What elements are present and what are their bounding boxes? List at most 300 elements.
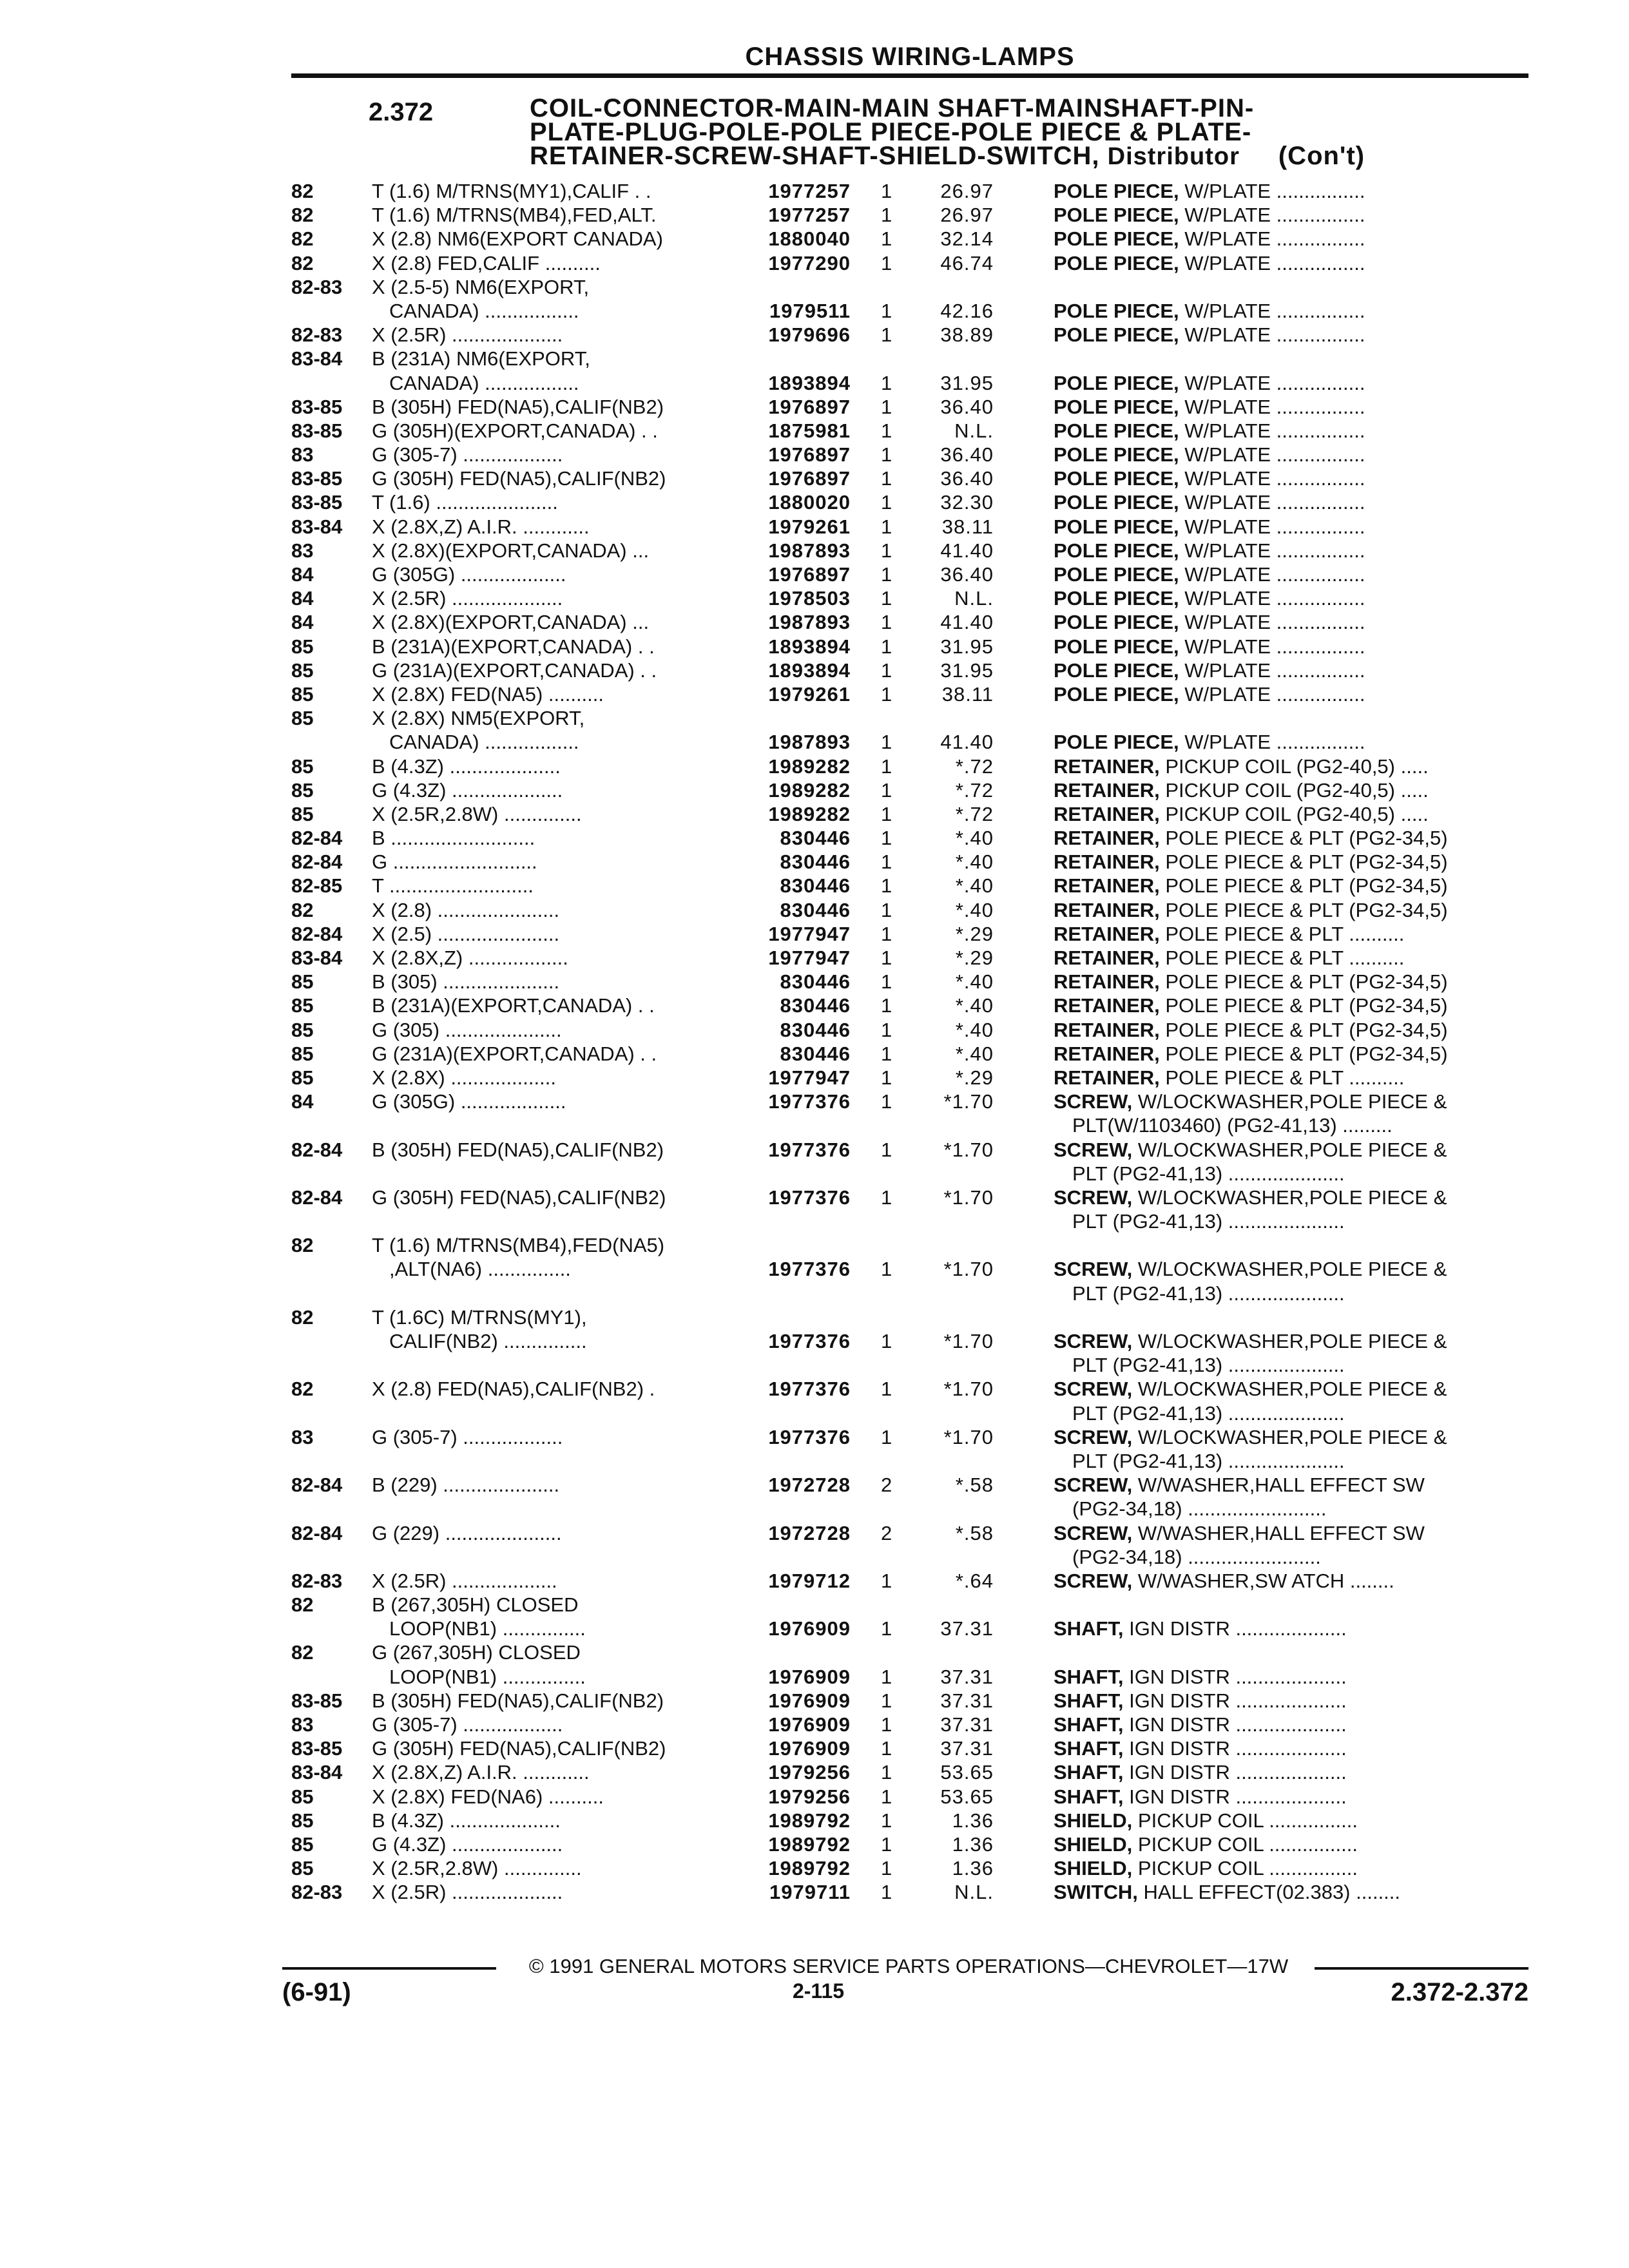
part-number: 1880020 bbox=[768, 491, 851, 514]
price: 41.40 bbox=[940, 731, 994, 754]
table-row bbox=[291, 1090, 1528, 1113]
part-name-detail: W/PLATE ................ bbox=[1179, 227, 1365, 251]
part-name-detail: W/PLATE ................ bbox=[1179, 323, 1365, 347]
part-name-head: SHIELD, bbox=[1054, 1809, 1133, 1832]
model-year: 83 bbox=[291, 1425, 314, 1448]
model-year: 85 bbox=[291, 1066, 314, 1089]
part-number: 1979711 bbox=[769, 1881, 851, 1904]
part-name-detail: W/PLATE ................ bbox=[1179, 731, 1365, 754]
price: 37.31 bbox=[940, 1737, 994, 1760]
quantity: 1 bbox=[881, 1761, 892, 1784]
footer-rule-right bbox=[1315, 1967, 1528, 1970]
part-name bbox=[1054, 371, 1530, 395]
application-description: T (1.6) ...................... bbox=[372, 491, 558, 514]
quantity: 1 bbox=[881, 611, 892, 634]
part-name bbox=[1054, 586, 1530, 610]
part-name-detail: W/LOCKWASHER,POLE PIECE & bbox=[1132, 1090, 1447, 1113]
price: *1.70 bbox=[943, 1138, 994, 1161]
price: *1.70 bbox=[943, 1258, 994, 1281]
part-name-head: RETAINER, bbox=[1054, 970, 1160, 994]
part-name-head: SCREW, bbox=[1054, 1258, 1133, 1281]
part-name bbox=[1054, 826, 1530, 850]
part-number: 1977947 bbox=[768, 947, 851, 969]
price: 38.89 bbox=[940, 323, 994, 347]
part-name-detail: PLT (PG2-41,13) ..................... bbox=[1072, 1162, 1345, 1185]
model-year: 82 bbox=[291, 251, 314, 274]
part-name bbox=[1054, 898, 1530, 922]
part-name-detail: POLE PIECE & PLT .......... bbox=[1159, 922, 1405, 945]
price: *.29 bbox=[955, 1066, 994, 1089]
table-row bbox=[291, 227, 1528, 251]
part-name-detail: W/WASHER,HALL EFFECT SW bbox=[1132, 1474, 1425, 1497]
part-name-detail: W/PLATE ................ bbox=[1179, 251, 1365, 274]
application-description: X (2.8X) FED(NA5) .......... bbox=[372, 682, 604, 706]
part-name bbox=[1072, 1449, 1549, 1473]
continued-label: (Con't) bbox=[1278, 142, 1365, 170]
table-row bbox=[291, 658, 1528, 682]
part-number: 1893894 bbox=[768, 658, 851, 682]
quantity: 1 bbox=[881, 947, 892, 969]
part-name-detail: W/LOCKWASHER,POLE PIECE & bbox=[1132, 1378, 1447, 1401]
model-year: 83-85 bbox=[291, 419, 343, 442]
application-description: T (1.6) M/TRNS(MB4),FED(NA5) bbox=[372, 1234, 665, 1257]
table-row bbox=[291, 1401, 1528, 1425]
part-name-detail: PLT (PG2-41,13) ..................... bbox=[1072, 1449, 1345, 1472]
part-number: 830446 bbox=[780, 994, 851, 1017]
part-name-head: SCREW, bbox=[1054, 1425, 1133, 1448]
application-description: X (2.8X,Z) A.I.R. ............ bbox=[372, 1761, 590, 1784]
table-row bbox=[291, 395, 1528, 419]
part-name-detail: W/PLATE ................ bbox=[1179, 491, 1365, 514]
model-year: 83 bbox=[291, 539, 314, 562]
quantity: 1 bbox=[881, 395, 892, 418]
part-name bbox=[1072, 1401, 1549, 1425]
quantity: 1 bbox=[881, 1569, 892, 1592]
part-name-detail: POLE PIECE & PLT (PG2-34,5) bbox=[1159, 827, 1448, 850]
table-row bbox=[291, 754, 1528, 778]
part-number: 830446 bbox=[780, 827, 851, 850]
table-row bbox=[291, 1809, 1528, 1832]
part-number: 830446 bbox=[780, 898, 851, 921]
part-number: 1880040 bbox=[768, 227, 851, 251]
table-row bbox=[291, 1233, 1528, 1257]
footer-copyright: © 1991 GENERAL MOTORS SERVICE PARTS OPERATIONS—CHEVROLET—17W bbox=[528, 1955, 1289, 1977]
part-name-detail: PLT (PG2-41,13) ..................... bbox=[1072, 1210, 1345, 1233]
part-number: 1989282 bbox=[768, 778, 851, 802]
price: 32.30 bbox=[940, 491, 994, 514]
part-name-detail: IGN DISTR .................... bbox=[1123, 1617, 1347, 1640]
price: 38.11 bbox=[941, 515, 994, 538]
table-row bbox=[291, 826, 1528, 850]
quantity: 2 bbox=[881, 1474, 892, 1497]
model-year: 82 bbox=[291, 898, 314, 921]
application-description: B (229) ..................... bbox=[372, 1474, 560, 1497]
part-name bbox=[1054, 419, 1530, 443]
part-name bbox=[1054, 1425, 1530, 1449]
part-name-head: SCREW, bbox=[1054, 1090, 1133, 1113]
part-name-detail: W/LOCKWASHER,POLE PIECE & bbox=[1132, 1186, 1447, 1209]
part-name-detail: (PG2-34,18) ......................... bbox=[1072, 1497, 1327, 1521]
application-description: B (4.3Z) .................... bbox=[372, 1809, 561, 1832]
part-name bbox=[1054, 994, 1530, 1017]
part-number: 1989282 bbox=[768, 802, 851, 825]
model-year: 85 bbox=[291, 635, 314, 658]
model-year: 82 bbox=[291, 227, 314, 251]
price: 41.40 bbox=[940, 539, 994, 562]
model-year: 85 bbox=[291, 1785, 314, 1808]
part-name-detail: W/PLATE ................ bbox=[1179, 180, 1365, 202]
model-year: 85 bbox=[291, 754, 314, 778]
part-name-head: SCREW, bbox=[1054, 1569, 1133, 1592]
quantity: 1 bbox=[881, 874, 892, 898]
model-year: 82-85 bbox=[291, 874, 343, 898]
part-name-detail: W/PLATE ................ bbox=[1179, 658, 1365, 682]
price: *.40 bbox=[955, 850, 994, 874]
price: *.40 bbox=[955, 898, 994, 921]
price: *1.70 bbox=[943, 1090, 994, 1113]
section-title-suffix: Distributor bbox=[1107, 143, 1240, 170]
application-description: X (2.5R,2.8W) .............. bbox=[372, 802, 582, 825]
quantity: 1 bbox=[881, 1785, 892, 1808]
model-year: 85 bbox=[291, 994, 314, 1017]
price: *1.70 bbox=[943, 1330, 994, 1352]
quantity: 1 bbox=[881, 371, 892, 394]
application-description: G (305H)(EXPORT,CANADA) . . bbox=[372, 419, 658, 442]
quantity: 1 bbox=[881, 827, 892, 850]
application-description: X (2.5-5) NM6(EXPORT, bbox=[372, 275, 590, 298]
part-number: 1976909 bbox=[768, 1689, 851, 1712]
table-row bbox=[291, 1042, 1528, 1066]
price: *1.70 bbox=[943, 1186, 994, 1209]
quantity: 1 bbox=[881, 898, 892, 921]
part-name-detail: PLT(W/1103460) (PG2-41,13) ......... bbox=[1072, 1114, 1393, 1137]
application-description: G (305-7) .................. bbox=[372, 1713, 563, 1736]
part-name bbox=[1054, 946, 1530, 970]
part-name-detail: W/PLATE ................ bbox=[1179, 515, 1365, 538]
price: *.40 bbox=[955, 874, 994, 898]
part-name bbox=[1054, 395, 1530, 419]
table-row bbox=[291, 778, 1528, 802]
part-name bbox=[1054, 323, 1530, 347]
part-name-detail: IGN DISTR .................... bbox=[1123, 1785, 1347, 1808]
price: *.72 bbox=[955, 754, 994, 778]
model-year: 82 bbox=[291, 1593, 314, 1617]
quantity: 1 bbox=[881, 802, 892, 825]
part-name-head: RETAINER, bbox=[1054, 1042, 1160, 1065]
model-year: 83 bbox=[291, 1713, 314, 1736]
price: 37.31 bbox=[940, 1689, 994, 1712]
part-number: 1989792 bbox=[768, 1857, 851, 1880]
part-name-head: SHIELD, bbox=[1054, 1857, 1133, 1880]
application-description: G (305H) FED(NA5),CALIF(NB2) bbox=[372, 1737, 666, 1760]
model-year: 82 bbox=[291, 1305, 314, 1329]
part-name-head: POLE PIECE, bbox=[1054, 251, 1179, 274]
table-row bbox=[291, 730, 1528, 754]
part-name-head: SHAFT, bbox=[1054, 1617, 1124, 1640]
price: 36.40 bbox=[940, 443, 994, 466]
model-year: 83-84 bbox=[291, 347, 343, 370]
application-description: X (2.5R) ................... bbox=[372, 1569, 557, 1592]
application-description: G (231A)(EXPORT,CANADA) . . bbox=[372, 658, 657, 682]
part-name-detail: W/WASHER,HALL EFFECT SW bbox=[1132, 1521, 1425, 1544]
part-name-detail: POLE PIECE & PLT (PG2-34,5) bbox=[1159, 994, 1448, 1017]
part-number: 1875981 bbox=[768, 419, 851, 442]
price: 46.74 bbox=[940, 251, 994, 274]
model-year: 82-84 bbox=[291, 827, 343, 850]
part-name-detail: POLE PIECE & PLT .......... bbox=[1159, 1066, 1405, 1089]
part-number: 1987893 bbox=[768, 539, 851, 562]
application-description: G .......................... bbox=[372, 850, 537, 874]
part-name bbox=[1054, 778, 1530, 802]
table-row bbox=[291, 1640, 1528, 1664]
part-name bbox=[1054, 1809, 1530, 1832]
quantity: 1 bbox=[881, 1665, 892, 1688]
part-number: 1979696 bbox=[768, 323, 851, 347]
price: *.40 bbox=[955, 827, 994, 850]
quantity: 1 bbox=[881, 180, 892, 202]
part-name-detail: POLE PIECE & PLT (PG2-34,5) bbox=[1159, 970, 1448, 994]
part-number: 1976909 bbox=[768, 1737, 851, 1760]
quantity: 1 bbox=[881, 323, 892, 347]
part-number: 1979712 bbox=[768, 1569, 851, 1592]
part-name bbox=[1054, 1329, 1530, 1353]
price: 36.40 bbox=[940, 467, 994, 490]
part-number: 1972728 bbox=[768, 1521, 851, 1544]
part-number: 1976897 bbox=[768, 443, 851, 466]
table-row bbox=[291, 1377, 1528, 1401]
part-name bbox=[1054, 970, 1530, 994]
price: *.40 bbox=[955, 970, 994, 994]
part-number: 1987893 bbox=[768, 731, 851, 754]
part-name bbox=[1054, 1785, 1530, 1809]
quantity: 1 bbox=[881, 778, 892, 802]
price: *1.70 bbox=[943, 1425, 994, 1448]
application-description: X (2.8X) ................... bbox=[372, 1066, 556, 1089]
part-number: 1977376 bbox=[768, 1378, 851, 1401]
price: 42.16 bbox=[940, 299, 994, 322]
quantity: 1 bbox=[881, 587, 892, 610]
application-description: B .......................... bbox=[372, 827, 535, 850]
application-description: X (2.5R) .................... bbox=[372, 587, 563, 610]
table-row bbox=[291, 874, 1528, 898]
part-name-head: POLE PIECE, bbox=[1054, 611, 1179, 634]
model-year: 85 bbox=[291, 1832, 314, 1856]
part-name-detail: W/PLATE ................ bbox=[1179, 539, 1365, 562]
price: 26.97 bbox=[940, 180, 994, 202]
table-row bbox=[291, 1689, 1528, 1713]
part-name-head: SCREW, bbox=[1054, 1378, 1133, 1401]
part-name-head: SHAFT, bbox=[1054, 1689, 1124, 1712]
part-name-detail: W/PLATE ................ bbox=[1179, 611, 1365, 634]
part-name-head: SCREW, bbox=[1054, 1330, 1133, 1352]
part-name-head: POLE PIECE, bbox=[1054, 635, 1179, 658]
part-name-head: POLE PIECE, bbox=[1054, 395, 1179, 418]
table-row bbox=[291, 850, 1528, 874]
table-row bbox=[291, 371, 1528, 395]
part-name-detail: PLT (PG2-41,13) ..................... bbox=[1072, 1401, 1345, 1425]
part-name bbox=[1054, 299, 1530, 323]
part-name bbox=[1072, 1162, 1549, 1186]
table-row bbox=[291, 1545, 1528, 1569]
part-name bbox=[1054, 515, 1530, 539]
part-number: 1977376 bbox=[768, 1138, 851, 1161]
application-description: ,ALT(NA6) ............... bbox=[389, 1258, 571, 1281]
table-row bbox=[291, 1880, 1528, 1904]
section-number: 2.372 bbox=[369, 98, 434, 126]
model-year: 85 bbox=[291, 658, 314, 682]
part-name bbox=[1054, 730, 1530, 754]
part-name-detail: W/PLATE ................ bbox=[1179, 204, 1365, 227]
model-year: 83-85 bbox=[291, 1737, 343, 1760]
part-name bbox=[1054, 1569, 1530, 1593]
price: N.L. bbox=[954, 1881, 994, 1904]
quantity: 1 bbox=[881, 1042, 892, 1065]
model-year: 82-84 bbox=[291, 850, 343, 874]
application-description: X (2.8X) NM5(EXPORT, bbox=[372, 707, 585, 730]
table-row bbox=[291, 706, 1528, 730]
section-title-line-3 bbox=[530, 144, 1528, 169]
table-row bbox=[291, 994, 1528, 1017]
application-description: B (231A)(EXPORT,CANADA) . . bbox=[372, 635, 655, 658]
part-name-detail: PLT (PG2-41,13) ..................... bbox=[1072, 1354, 1345, 1377]
table-row bbox=[291, 610, 1528, 634]
part-name-detail: IGN DISTR .................... bbox=[1123, 1689, 1347, 1712]
table-row bbox=[291, 1186, 1528, 1209]
table-row bbox=[291, 1257, 1528, 1281]
table-row bbox=[291, 1113, 1528, 1137]
part-name-head: RETAINER, bbox=[1054, 778, 1160, 802]
quantity: 1 bbox=[881, 970, 892, 994]
table-row bbox=[291, 1138, 1528, 1162]
part-number: 1979261 bbox=[768, 682, 851, 706]
model-year: 84 bbox=[291, 611, 314, 634]
part-name bbox=[1054, 1257, 1530, 1281]
part-name-detail: POLE PIECE & PLT (PG2-34,5) bbox=[1159, 898, 1448, 921]
application-description: G (305-7) .................. bbox=[372, 1425, 563, 1448]
price: 53.65 bbox=[940, 1761, 994, 1784]
model-year: 82-83 bbox=[291, 1569, 343, 1592]
quantity: 1 bbox=[881, 299, 892, 322]
part-name bbox=[1054, 179, 1530, 203]
price: *.29 bbox=[955, 922, 994, 945]
quantity: 1 bbox=[881, 1881, 892, 1904]
part-name bbox=[1054, 1856, 1530, 1880]
application-description: X (2.5R,2.8W) .............. bbox=[372, 1857, 582, 1880]
quantity: 1 bbox=[881, 1090, 892, 1113]
table-row bbox=[291, 203, 1528, 227]
footer-date: (6-91) bbox=[282, 1978, 351, 2006]
price: *.29 bbox=[955, 947, 994, 969]
price: 36.40 bbox=[940, 395, 994, 418]
part-name bbox=[1054, 443, 1530, 466]
application-description: CALIF(NB2) ............... bbox=[389, 1330, 587, 1352]
part-name-detail: (PG2-34,18) ........................ bbox=[1072, 1545, 1321, 1568]
application-description: B (231A)(EXPORT,CANADA) . . bbox=[372, 994, 655, 1017]
part-name-detail: W/PLATE ................ bbox=[1179, 563, 1365, 586]
part-name bbox=[1072, 1545, 1549, 1569]
model-year: 82-84 bbox=[291, 922, 343, 945]
part-name bbox=[1054, 1473, 1530, 1497]
part-name bbox=[1054, 466, 1530, 490]
table-row bbox=[291, 419, 1528, 443]
part-name-head: RETAINER, bbox=[1054, 802, 1160, 825]
part-number: 1979261 bbox=[768, 515, 851, 538]
quantity: 1 bbox=[881, 682, 892, 706]
application-description: G (305G) ................... bbox=[372, 1090, 566, 1113]
price: *.40 bbox=[955, 1042, 994, 1065]
part-name-head: RETAINER, bbox=[1054, 994, 1160, 1017]
model-year: 84 bbox=[291, 587, 314, 610]
part-name-detail: HALL EFFECT(02.383) ........ bbox=[1137, 1881, 1401, 1904]
application-description: X (2.8) FED,CALIF .......... bbox=[372, 251, 601, 274]
model-year: 82 bbox=[291, 180, 314, 202]
part-name-detail: W/PLATE ................ bbox=[1179, 419, 1365, 442]
table-row bbox=[291, 1162, 1528, 1186]
table-row bbox=[291, 802, 1528, 826]
table-row bbox=[291, 1593, 1528, 1617]
quantity: 1 bbox=[881, 1617, 892, 1640]
price: 31.95 bbox=[940, 635, 994, 658]
application-description: B (305H) FED(NA5),CALIF(NB2) bbox=[372, 1689, 664, 1712]
section-title-line-2: PLATE-PLUG-POLE-POLE PIECE-POLE PIECE & PLATE- bbox=[530, 118, 1252, 146]
price: 36.40 bbox=[940, 563, 994, 586]
part-name-detail: PLT (PG2-41,13) ..................... bbox=[1072, 1282, 1345, 1305]
table-row bbox=[291, 1665, 1528, 1689]
quantity: 1 bbox=[881, 204, 892, 227]
quantity: 1 bbox=[881, 731, 892, 754]
application-description: G (305H) FED(NA5),CALIF(NB2) bbox=[372, 467, 666, 490]
part-name-head: POLE PIECE, bbox=[1054, 515, 1179, 538]
part-name bbox=[1054, 539, 1530, 562]
model-year: 83-85 bbox=[291, 491, 343, 514]
quantity: 1 bbox=[881, 1378, 892, 1401]
part-name-head: POLE PIECE, bbox=[1054, 419, 1179, 442]
part-number: 1976897 bbox=[768, 395, 851, 418]
part-name-detail: W/LOCKWASHER,POLE PIECE & bbox=[1132, 1258, 1447, 1281]
quantity: 1 bbox=[881, 443, 892, 466]
part-name-detail: POLE PIECE & PLT .......... bbox=[1159, 947, 1405, 969]
part-name bbox=[1054, 1665, 1530, 1689]
application-description: CANADA) ................. bbox=[389, 371, 579, 394]
model-year: 83 bbox=[291, 443, 314, 466]
part-name bbox=[1054, 610, 1530, 634]
part-name-detail: POLE PIECE & PLT (PG2-34,5) bbox=[1159, 874, 1448, 898]
application-description: LOOP(NB1) ............... bbox=[389, 1617, 586, 1640]
section-title-line-3-text: RETAINER-SCREW-SHAFT-SHIELD-SWITCH, bbox=[530, 142, 1100, 170]
application-description: X (2.8X)(EXPORT,CANADA) ... bbox=[372, 539, 650, 562]
model-year: 82-84 bbox=[291, 1474, 343, 1497]
model-year: 82-83 bbox=[291, 275, 343, 298]
price: 1.36 bbox=[952, 1857, 994, 1880]
application-description: T (1.6) M/TRNS(MB4),FED,ALT. bbox=[372, 204, 657, 227]
model-year: 85 bbox=[291, 1018, 314, 1041]
part-number: 1976909 bbox=[768, 1617, 851, 1640]
part-number: 1977376 bbox=[768, 1425, 851, 1448]
part-name-head: SHIELD, bbox=[1054, 1832, 1133, 1856]
part-name-head: POLE PIECE, bbox=[1054, 180, 1179, 202]
quantity: 1 bbox=[881, 1425, 892, 1448]
quantity: 1 bbox=[881, 1832, 892, 1856]
application-description: G (231A)(EXPORT,CANADA) . . bbox=[372, 1042, 657, 1065]
table-row bbox=[291, 1760, 1528, 1784]
table-row bbox=[291, 299, 1528, 323]
application-description: CANADA) ................. bbox=[389, 299, 579, 322]
part-name bbox=[1054, 1713, 1530, 1736]
quantity: 1 bbox=[881, 850, 892, 874]
part-name-head: RETAINER, bbox=[1054, 1018, 1160, 1041]
part-number: 830446 bbox=[780, 1018, 851, 1041]
application-description: X (2.8X) FED(NA6) .......... bbox=[372, 1785, 604, 1808]
